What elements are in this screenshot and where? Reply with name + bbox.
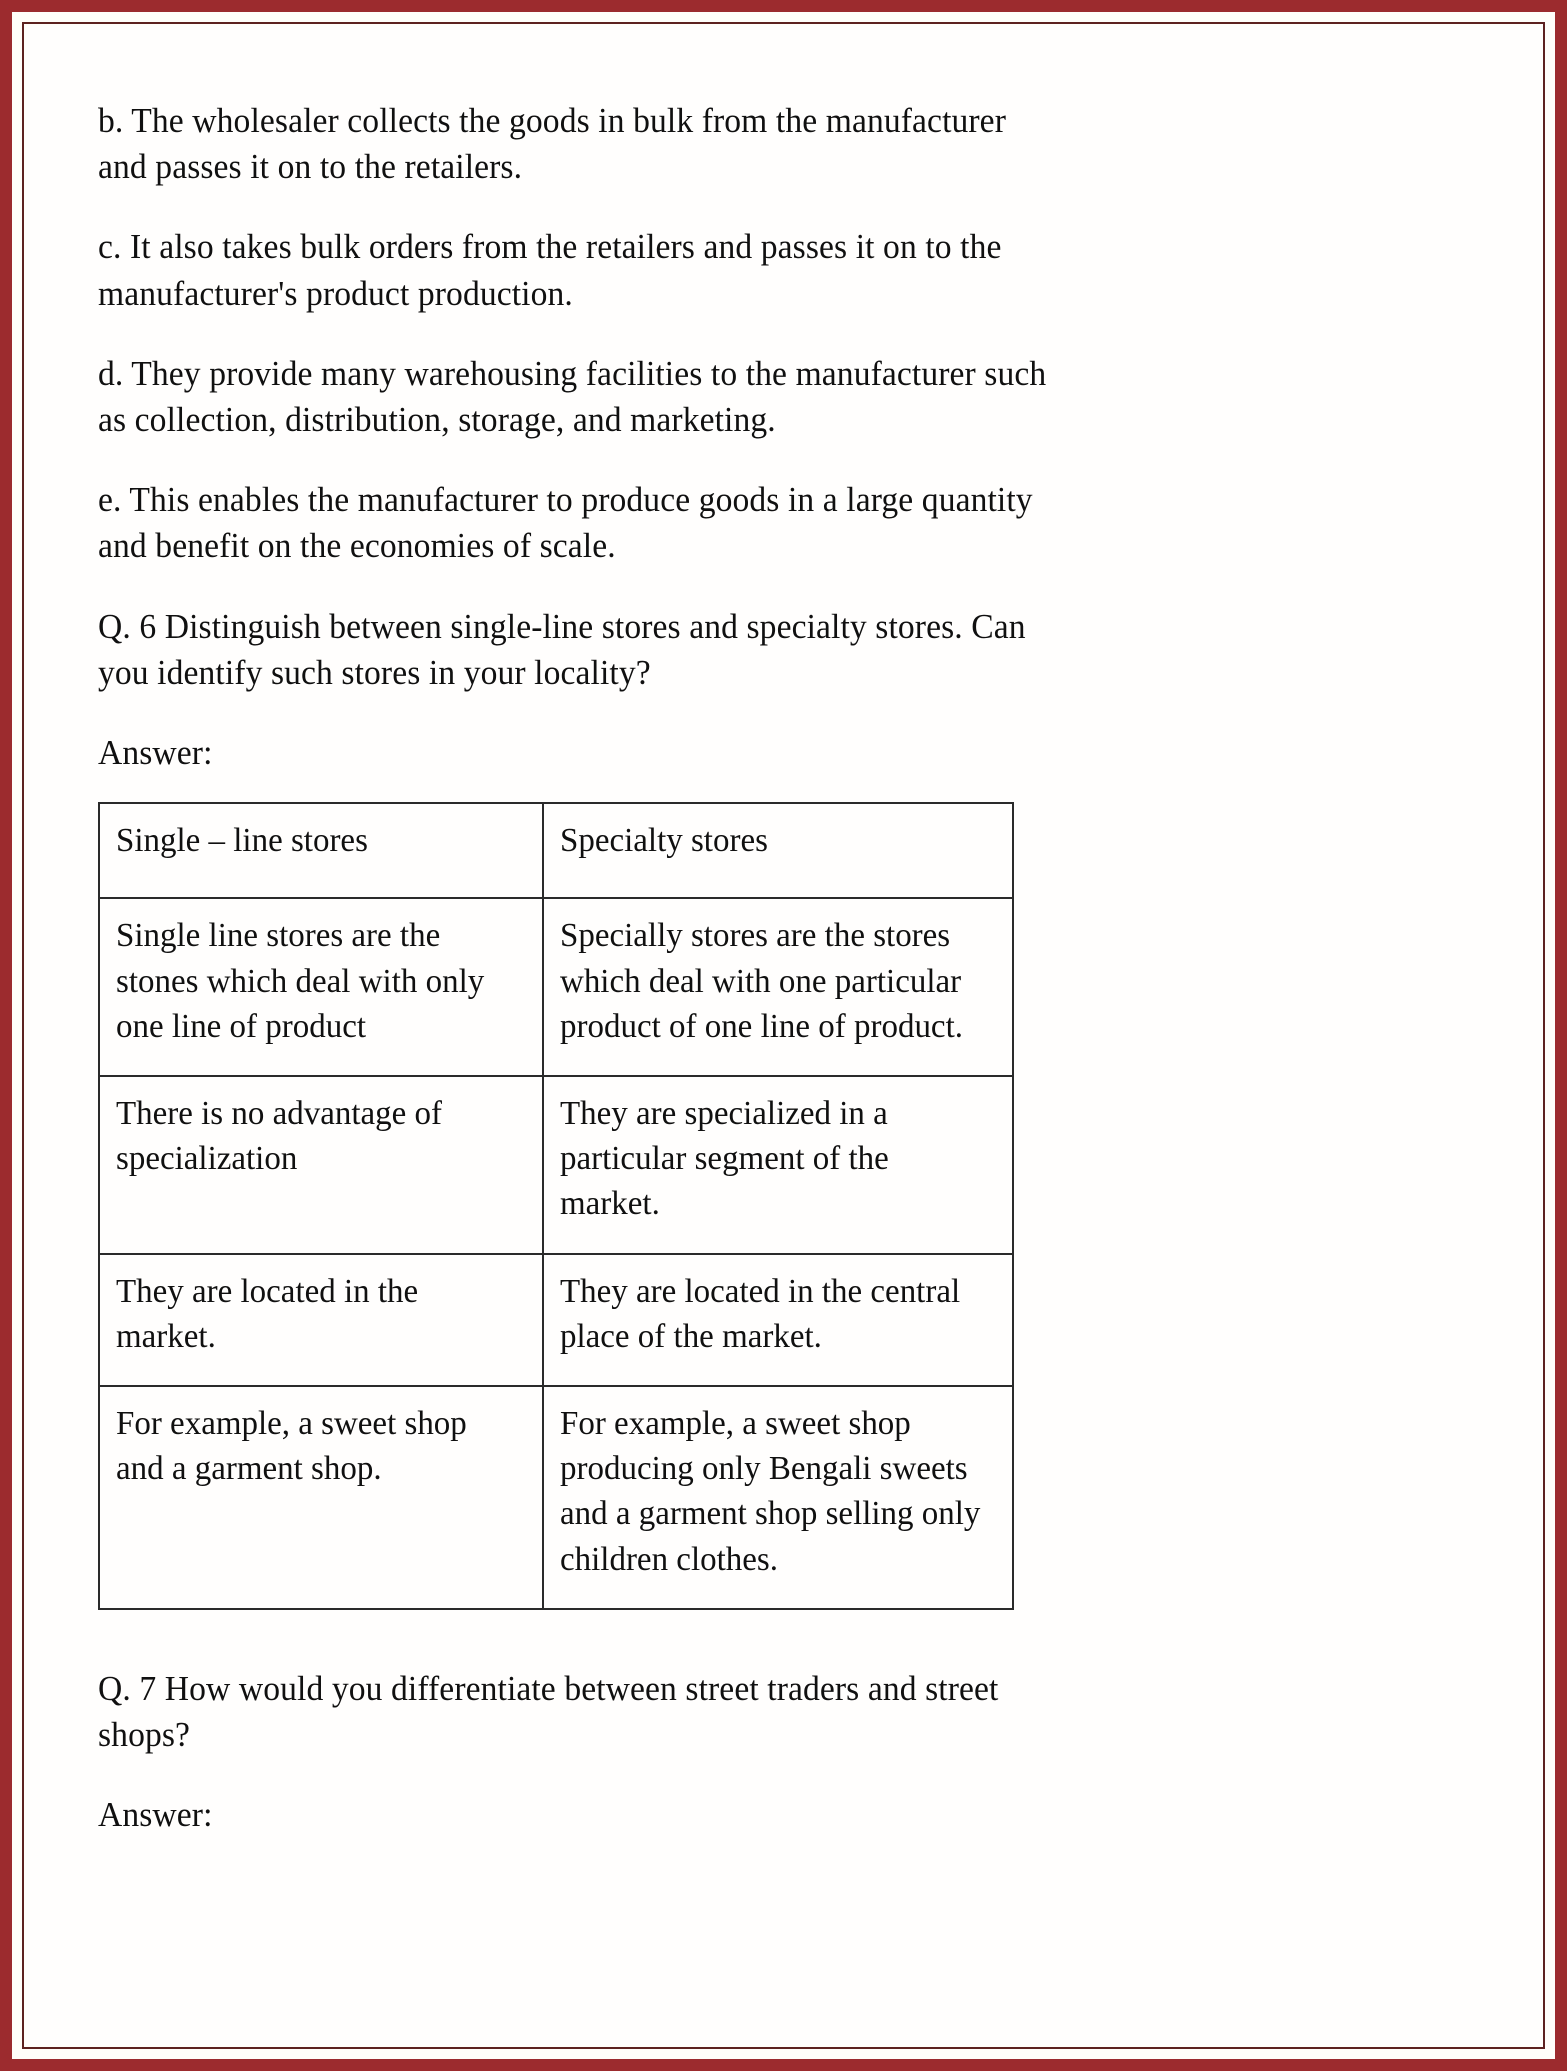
table-cell <box>543 898 1013 1076</box>
table-row <box>99 1386 1013 1609</box>
answer-label-6: Answer: <box>98 732 213 772</box>
table-cell-text: They are located in the market. <box>116 1272 419 1355</box>
table-header-row <box>99 803 1013 898</box>
table-cell <box>99 1386 543 1609</box>
table-cell <box>99 1254 543 1386</box>
table-cell-text: Single line stores are the stones which deal with only one line of product <box>116 917 485 1045</box>
paragraph-d: d. They provide many warehousing facilities to the manufacturer such as collection, distribution, storage, and marketing. <box>98 353 1047 439</box>
page-sheet <box>26 26 1541 2045</box>
table-cell-text: For example, a sweet shop producing only Bengali sweets and a garment shop selling only children clothes. <box>560 1405 981 1578</box>
table-cell-text: They are located in the central place of the market. <box>560 1272 961 1355</box>
table-row <box>99 898 1013 1076</box>
table-cell <box>543 1386 1013 1609</box>
page-content <box>98 98 1098 1864</box>
table-cell <box>543 1254 1013 1386</box>
table-row <box>99 1254 1013 1386</box>
table-cell-text: For example, a sweet shop and a garment shop. <box>116 1405 467 1488</box>
paragraph-b: b. The wholesaler collects the goods in bulk from the manufacturer and passes it on to the retailers. <box>98 101 1006 187</box>
table-cell <box>99 1076 543 1254</box>
table-cell-text: They are specialized in a particular segment of the market. <box>560 1094 889 1223</box>
table-cell <box>99 898 543 1076</box>
comparison-table <box>98 802 1014 1610</box>
table-header-cell-text: Single – line stores <box>116 822 368 860</box>
answer-label-7: Answer: <box>98 1795 213 1835</box>
table-cell-text: There is no advantage of specialization <box>116 1094 443 1178</box>
question-7: Q. 7 How would you differentiate between street traders and street shops? <box>98 1668 999 1755</box>
table-row <box>99 1076 1013 1254</box>
question-6: Q. 6 Distinguish between single-line stores and specialty stores. Can you identify such stores in your locality? <box>98 606 1026 692</box>
paragraph-e: e. This enables the manufacturer to produce goods in a large quantity and benefit on the economies of scale. <box>98 480 1033 566</box>
comparison-table-wrapper <box>98 802 1012 1610</box>
table-header-single-line-stores <box>99 803 543 898</box>
table-cell <box>543 1076 1013 1254</box>
table-cell-text: Specially stores are the stores which deal with one particular product of one line of product. <box>560 917 963 1045</box>
table-header-cell-text: Specialty stores <box>560 822 768 860</box>
table-header-specialty-stores <box>543 803 1013 898</box>
paragraph-c: c. It also takes bulk orders from the retailers and passes it on to the manufacturer's product production. <box>98 227 1002 313</box>
